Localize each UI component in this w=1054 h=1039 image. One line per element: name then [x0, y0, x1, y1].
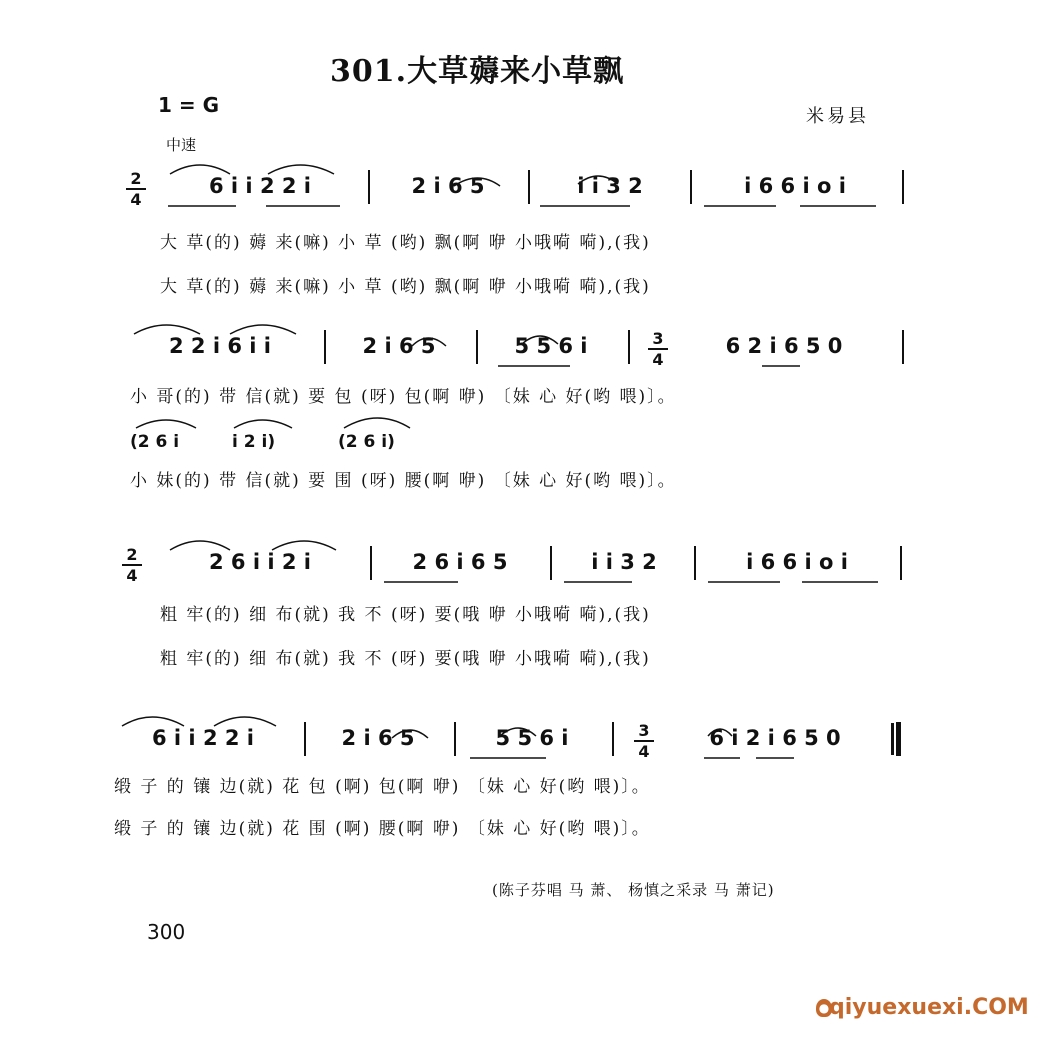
- lyric-line-1: 大 草(的) 薅 来(嘛) 小 草 (哟) 飘(啊 咿 小哦嗬 嗬),(我): [160, 233, 651, 253]
- measure: 5 5 6 i: [495, 726, 569, 750]
- lyric-line-2: 粗 牢(的) 细 布(就) 我 不 (呀) 要(哦 咿 小哦嗬 嗬),(我): [160, 649, 651, 669]
- alt-notes-3: (2 6 i): [338, 432, 395, 452]
- measure: 6 i i 2 2 i: [152, 726, 254, 750]
- alt-notes-2: i 2 i): [232, 432, 276, 452]
- lyric-line-2: 大 草(的) 薅 来(嘛) 小 草 (哟) 飘(啊 咿 小哦嗬 嗬),(我): [160, 277, 651, 297]
- alt-note-slurs: [0, 328, 1054, 468]
- measure: i i 3 2: [577, 174, 643, 198]
- time-signature: 3 4: [634, 722, 654, 760]
- tempo-marking: 中速: [166, 136, 197, 154]
- song-title: 301.大草薅来小草飘: [330, 54, 625, 89]
- measure: 6 i 2 i 6 5 0: [709, 726, 841, 750]
- measure: 2 i 6 5: [411, 174, 485, 198]
- alt-notes-1: (2 6 i: [130, 432, 180, 452]
- time-signature: 2 4: [126, 170, 146, 208]
- measure: 6 2 i 6 5 0: [725, 334, 843, 358]
- measure: 6 i i 2 2 i: [209, 174, 311, 198]
- time-signature: 2 4: [122, 546, 142, 584]
- slurs-and-beams: [0, 720, 1054, 780]
- slurs-and-beams: [0, 544, 1054, 604]
- key-signature: 1 = G: [158, 93, 220, 117]
- lyric-line-2: 小 妹(的) 带 信(就) 要 围 (呀) 腰(啊 咿) 〔妹 心 好(哟 喂)〕。: [130, 471, 677, 491]
- watermark-leaf-icon: ●: [816, 999, 832, 1017]
- region-label: 米易县: [806, 106, 869, 127]
- time-signature: 3 4: [648, 330, 668, 368]
- measure: 2 i 6 5: [362, 334, 436, 358]
- measure: 2 2 i 6 i i: [169, 334, 271, 358]
- lyric-line-2: 缎 子 的 镶 边(就) 花 围 (啊) 腰(啊 咿) 〔妹 心 好(哟 喂)〕。: [114, 819, 651, 839]
- page-number: 300: [147, 920, 186, 944]
- measure: 2 i 6 5: [341, 726, 415, 750]
- lyric-line-1: 缎 子 的 镶 边(就) 花 包 (啊) 包(啊 咿) 〔妹 心 好(哟 喂)〕。: [114, 777, 651, 797]
- measure: i 6 6 i o i: [746, 550, 848, 574]
- slurs-and-beams: [0, 168, 1054, 228]
- watermark: qiyuexuexi.COM: [829, 995, 1029, 1020]
- measure: i 6 6 i o i: [744, 174, 846, 198]
- measure: 2 6 i 6 5: [412, 550, 508, 574]
- credit-line: (陈子芬唱 马 萧、 杨慎之采录 马 萧记): [492, 881, 775, 899]
- lyric-line-1: 粗 牢(的) 细 布(就) 我 不 (呀) 要(哦 咿 小哦嗬 嗬),(我): [160, 605, 651, 625]
- measure: 2 6 i i 2 i: [209, 550, 311, 574]
- lyric-line-1: 小 哥(的) 带 信(就) 要 包 (呀) 包(啊 咿) 〔妹 心 好(哟 喂)〕。: [130, 387, 677, 407]
- measure: i i 3 2: [591, 550, 657, 574]
- measure: 5 5 6 i: [514, 334, 588, 358]
